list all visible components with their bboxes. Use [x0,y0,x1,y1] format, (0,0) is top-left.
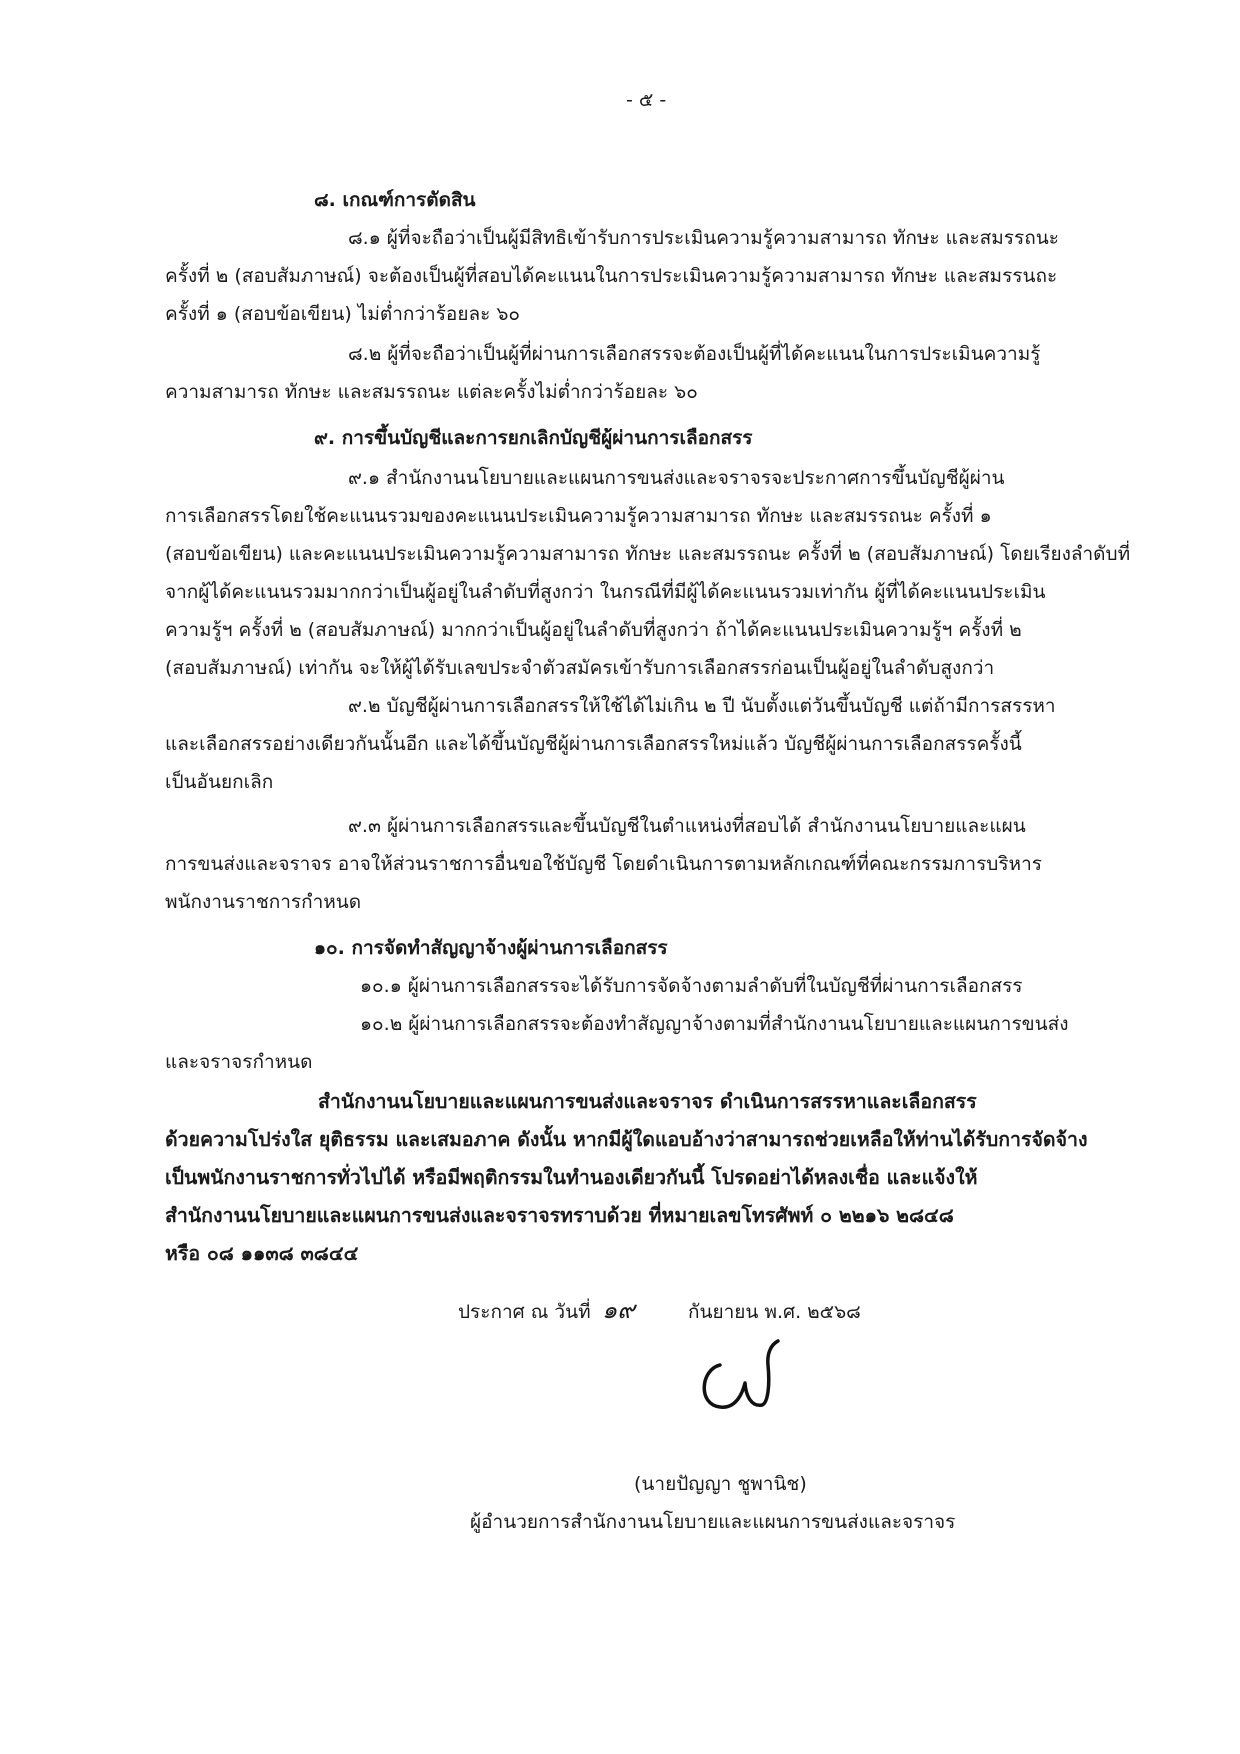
page-number: - ๕ - [626,89,667,111]
section-9-heading: ๙. การขึ้นบัญชีและการยกเลิกบัญชีผู้ผ่านการเลือกสรร [314,427,753,449]
signatory-title: ผู้อำนวยการสำนักงานนโยบายและแผนการขนส่งและจราจร [470,1511,956,1533]
section-10-2-line-1: ๑๐.๒ ผู้ผ่านการเลือกสรรจะต้องทำสัญญาจ้างตามที่สำนักงานนโยบายและแผนการขนส่ง [360,1013,1069,1035]
section-10-heading: ๑๐. การจัดทำสัญญาจ้างผู้ผ่านการเลือกสรร [314,937,668,959]
section-9-2-line-2: และเลือกสรรอย่างเดียวกันนั้นอีก และได้ขึ้นบัญชีผู้ผ่านการเลือกสรรใหม่แล้ว บัญชีผู้ผ่านการเลือกสรรครั้งนี้ [165,733,1022,755]
announcement-month-year: กันยายน พ.ศ. ๒๕๖๘ [688,1301,861,1323]
section-9-1-line-1: ๙.๑ สำนักงานนโยบายและแผนการขนส่งและจราจรจะประกาศการขึ้นบัญชีผู้ผ่าน [348,467,1005,489]
notice-line-1: สำนักงานนโยบายและแผนการขนส่งและจราจร ดำเนินการสรรหาและเลือกสรร [318,1090,977,1113]
section-9-1-line-4: จากผู้ได้คะแนนรวมมากกว่าเป็นผู้อยู่ในลำดับที่สูงกว่า ในกรณีที่มีผู้ได้คะแนนรวมเท่ากัน ผู้ที่ได้คะแนนประเมิน [165,581,1046,603]
section-8-2-line-1: ๘.๒ ผู้ที่จะถือว่าเป็นผู้ที่ผ่านการเลือกสรรจะต้องเป็นผู้ที่ได้คะแนนในการประเมินความรู้ [348,343,1041,365]
section-8-1-line-1: ๘.๑ ผู้ที่จะถือว่าเป็นผู้มีสิทธิเข้ารับการประเมินความรู้ความสามารถ ทักษะ และสมรรถนะ [348,227,1059,249]
announcement-day: ๑๙ [602,1296,635,1324]
section-8-2-line-2: ความสามารถ ทักษะ และสมรรถนะ แต่ละครั้งไม่ต่ำกว่าร้อยละ ๖๐ [165,381,698,403]
notice-line-5: หรือ ๐๘ ๑๑๓๘ ๓๘๔๔ [165,1242,359,1265]
section-9-3-line-1: ๙.๓ ผู้ผ่านการเลือกสรรและขึ้นบัญชีในตำแหน่งที่สอบได้ สำนักงานนโยบายและแผน [348,815,1026,837]
notice-line-2: ด้วยความโปร่งใส ยุติธรรม และเสมอภาค ดังนั้น หากมีผู้ใดแอบอ้างว่าสามารถช่วยเหลือให้ท่านได้รับการจัดจ้าง [165,1128,1088,1151]
announcement-prefix: ประกาศ ณ วันที่ [458,1301,591,1323]
signature-mark [690,1335,800,1425]
section-9-1-line-6: (สอบสัมภาษณ์) เท่ากัน จะให้ผู้ได้รับเลขประจำตัวสมัครเข้ารับการเลือกสรรก่อนเป็นผู้อยู่ในลำดับสูงกว่า [165,657,995,679]
notice-line-4: สำนักงานนโยบายและแผนการขนส่งและจราจรทราบด้วย ที่หมายเลขโทรศัพท์ ๐ ๒๒๑๖ ๒๘๔๘ [165,1204,954,1227]
section-9-1-line-5: ความรู้ฯ ครั้งที่ ๒ (สอบสัมภาษณ์) มากกว่าเป็นผู้อยู่ในลำดับที่สูงกว่า ถ้าได้คะแนนประเมินความรู้ฯ ครั้งที่ ๒ [165,619,1022,641]
section-9-3-line-2: การขนส่งและจราจร อาจให้ส่วนราชการอื่นขอใช้บัญชี โดยดำเนินการตามหลักเกณฑ์ที่คณะกรรมการบริหาร [165,853,1042,875]
section-9-2-line-3: เป็นอันยกเลิก [165,771,274,793]
section-9-1-line-2: การเลือกสรรโดยใช้คะแนนรวมของคะแนนประเมินความรู้ความสามารถ ทักษะ และสมรรถนะ ครั้งที่ ๑ [165,505,992,527]
section-8-1-line-2: ครั้งที่ ๒ (สอบสัมภาษณ์) จะต้องเป็นผู้ที่สอบได้คะแนนในการประเมินความรู้ความสามารถ ทักษะ และสมรรนถะ [165,265,1058,287]
section-8-heading: ๘. เกณฑ์การตัดสิน [314,189,476,211]
section-9-1-line-3: (สอบข้อเขียน) และคะแนนประเมินความรู้ความสามารถ ทักษะ และสมรรถนะ ครั้งที่ ๒ (สอบสัมภาษณ์) โดยเรียงลำดับที่ [165,543,1131,565]
section-10-2-line-2: และจราจรกำหนด [165,1051,313,1073]
section-9-3-line-3: พนักงานราชการกำหนด [165,891,362,913]
section-8-1-line-3: ครั้งที่ ๑ (สอบข้อเขียน) ไม่ต่ำกว่าร้อยละ ๖๐ [165,303,521,325]
signatory-name: (นายปัญญา ชูพานิช) [634,1473,807,1495]
section-10-1: ๑๐.๑ ผู้ผ่านการเลือกสรรจะได้รับการจัดจ้างตามลำดับที่ในบัญชีที่ผ่านการเลือกสรร [360,975,1023,997]
notice-line-3: เป็นพนักงานราชการทั่วไปได้ หรือมีพฤติกรรมในทำนองเดียวกันนี้ โปรดอย่าได้หลงเชื่อ และแจ้งให้ [165,1166,978,1189]
section-9-2-line-1: ๙.๒ บัญชีผู้ผ่านการเลือกสรรให้ใช้ได้ไม่เกิน ๒ ปี นับตั้งแต่วันขึ้นบัญชี แต่ถ้ามีการสรรหา [348,695,1056,717]
